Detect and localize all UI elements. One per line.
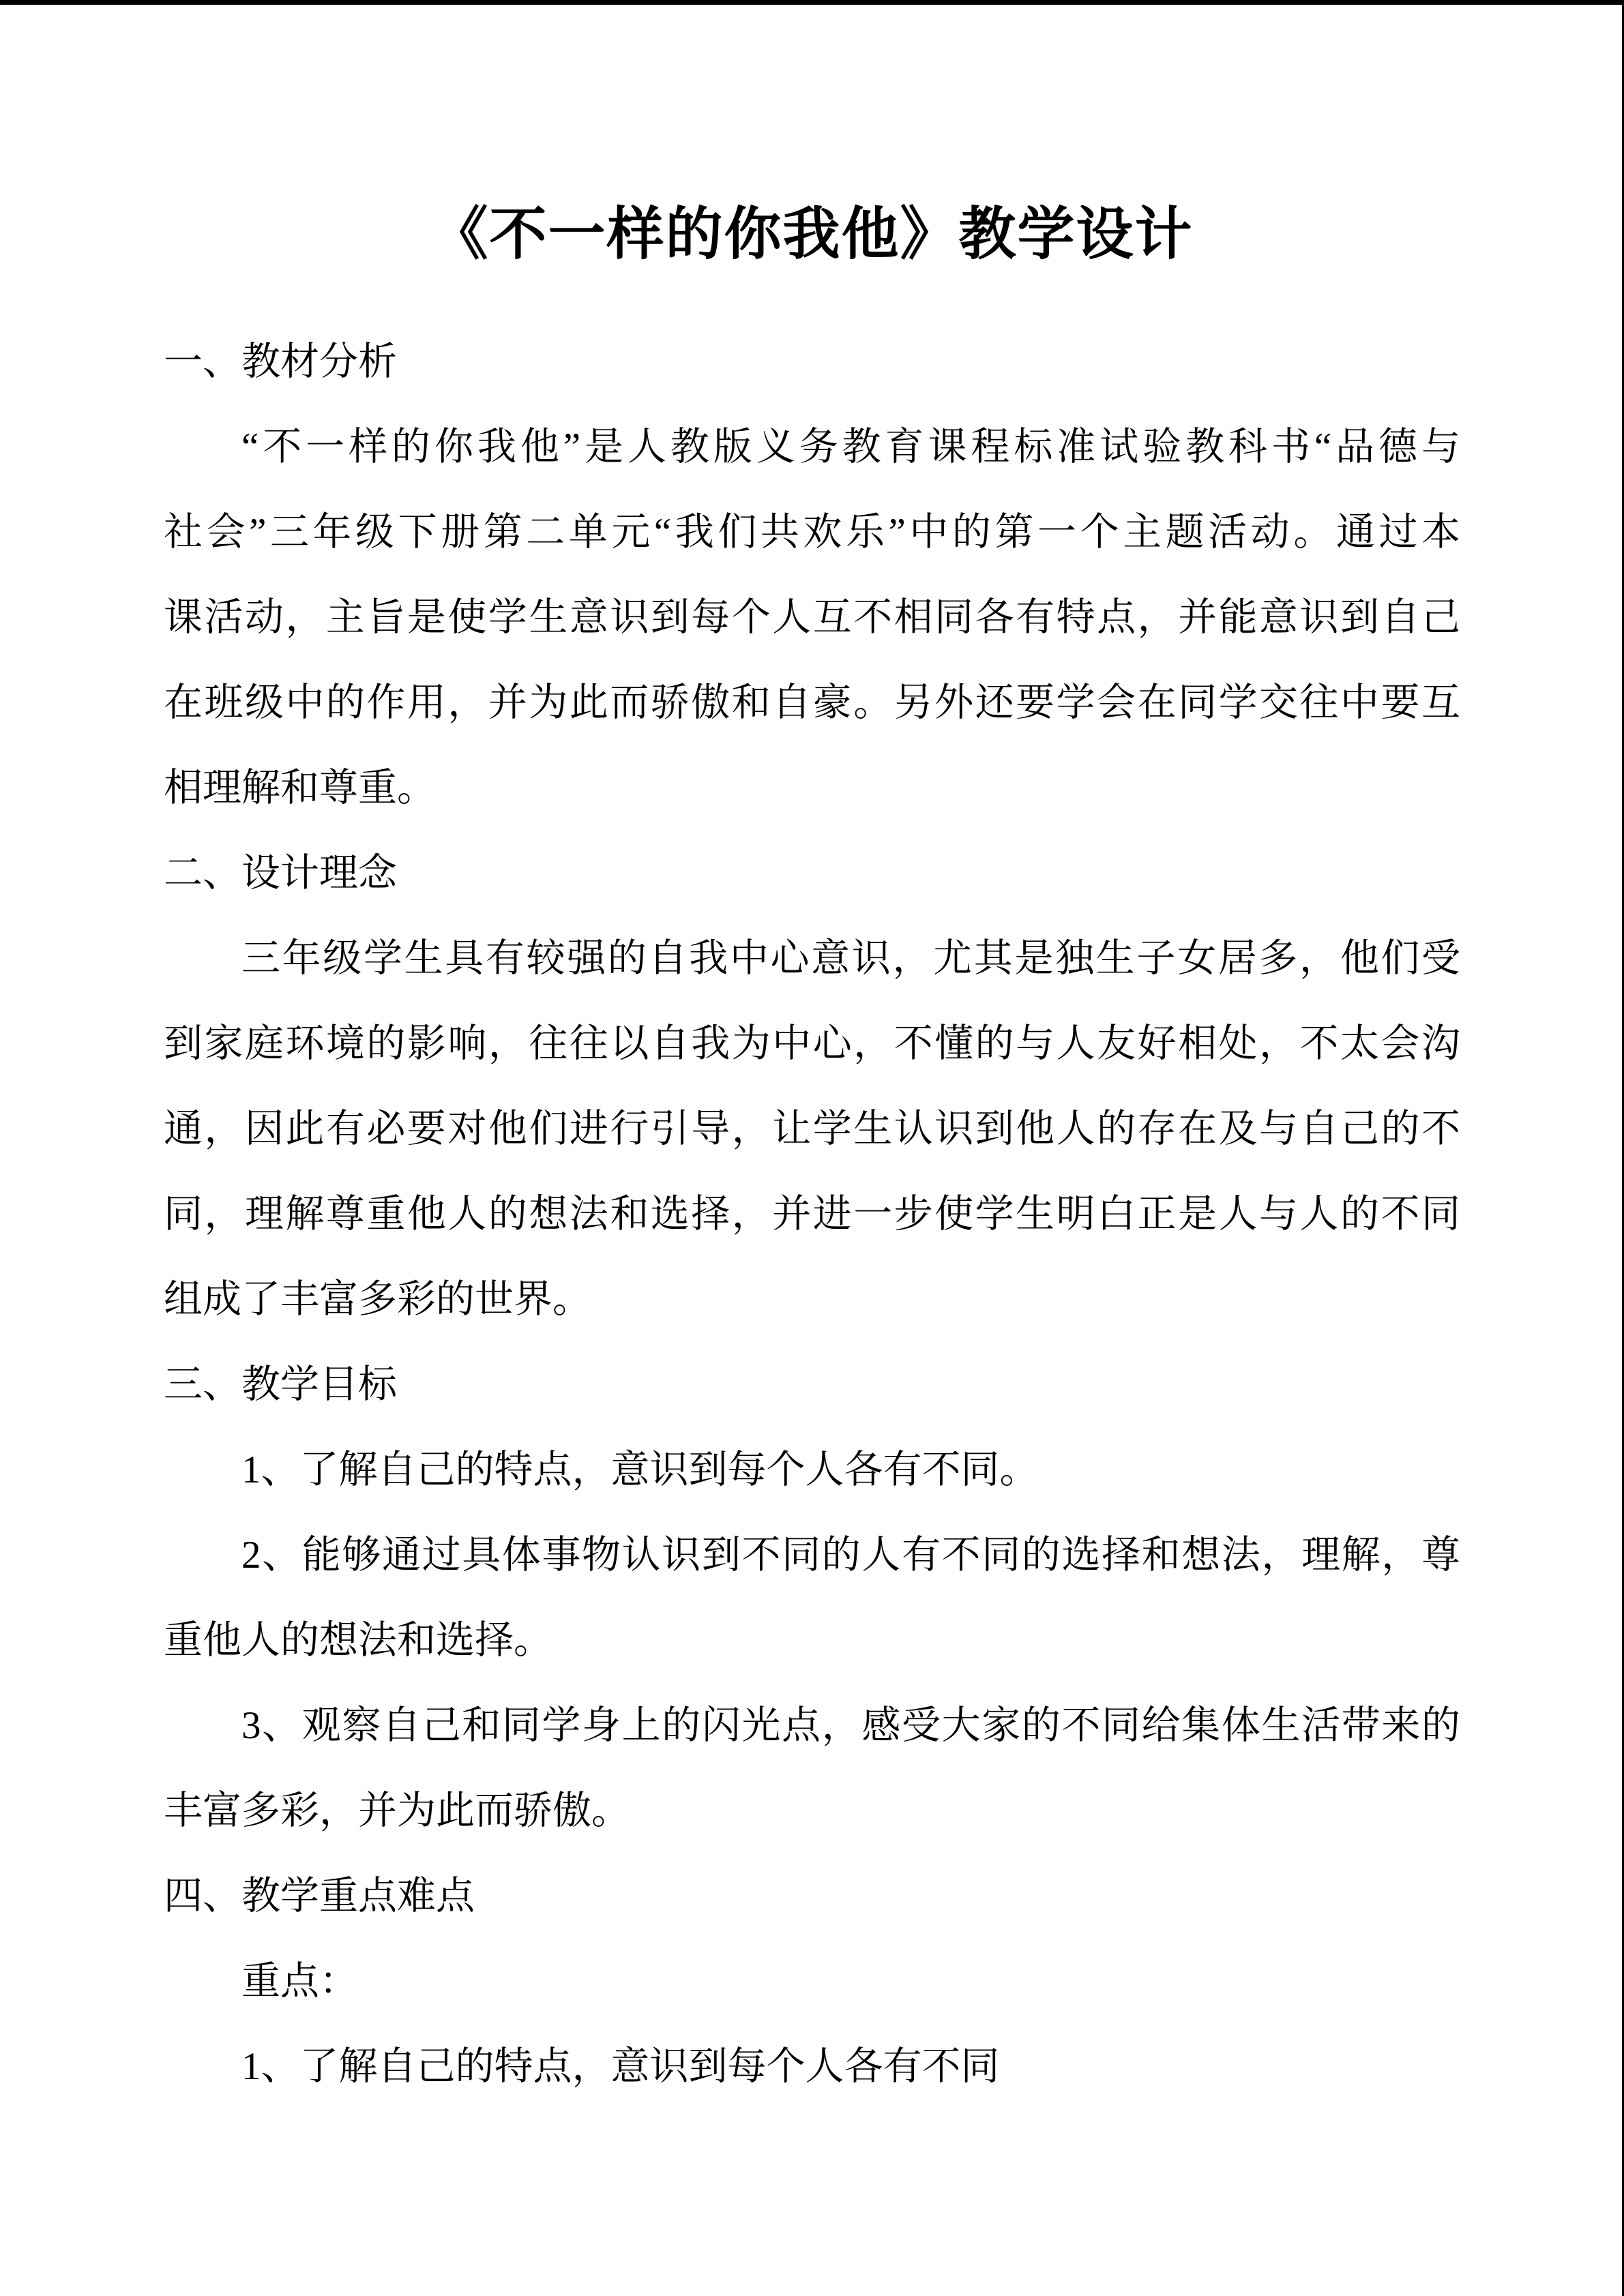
text-line: 重点： <box>241 1960 358 2003</box>
text-line: 相理解和尊重。 <box>164 766 436 809</box>
text-line: 3、观察自己和同学身上的闪光点，感受大家的不同给集体生活带来的 <box>241 1704 1460 1747</box>
text-line: 到家庭环境的影响，往往以自我为中心，不懂的与人友好相处，不太会沟 <box>164 1022 1460 1065</box>
text-line: 重他人的想法和选择。 <box>164 1619 552 1662</box>
text-line: 组成了丰富多彩的世界。 <box>164 1278 591 1321</box>
text-line: 2、能够通过具体事物认识到不同的人有不同的选择和想法，理解，尊 <box>241 1534 1460 1577</box>
text-line: 三年级学生具有较强的自我中心意识，尤其是独生子女居多，他们受 <box>241 937 1460 980</box>
text-line: 在班级中的作用，并为此而骄傲和自豪。另外还要学会在同学交往中要互 <box>164 681 1460 724</box>
text-line: 四、教学重点难点 <box>164 1875 475 1918</box>
text-line: 1、了解自己的特点，意识到每个人各有不同。 <box>241 1448 1039 1491</box>
text-line: “不一样的你我他”是人教版义务教育课程标准试验教科书“品德与 <box>241 426 1460 468</box>
text-line: 二、设计理念 <box>164 852 397 895</box>
text-line: 通，因此有必要对他们进行引导，让学生认识到他人的存在及与自己的不 <box>164 1107 1460 1150</box>
doc-body <box>0 319 1624 2109</box>
page-top-border <box>0 0 1624 5</box>
text-line: 丰富多彩，并为此而骄傲。 <box>164 1789 630 1832</box>
text-line: 课活动，主旨是使学生意识到每个人互不相同各有特点，并能意识到自己 <box>164 596 1460 639</box>
text-line: 一、教材分析 <box>164 340 397 383</box>
text-line: 三、教学目标 <box>164 1363 397 1406</box>
text-line: 社会”三年级下册第二单元“我们共欢乐”中的第一个主题活动。通过本 <box>164 511 1460 554</box>
text-line: 1、了解自己的特点，意识到每个人各有不同 <box>241 2045 1000 2088</box>
text-line: 同，理解尊重他人的想法和选择，并进一步使学生明白正是人与人的不同 <box>164 1193 1460 1236</box>
page-title: 《不一样的你我他》教学设计 <box>430 203 1194 267</box>
